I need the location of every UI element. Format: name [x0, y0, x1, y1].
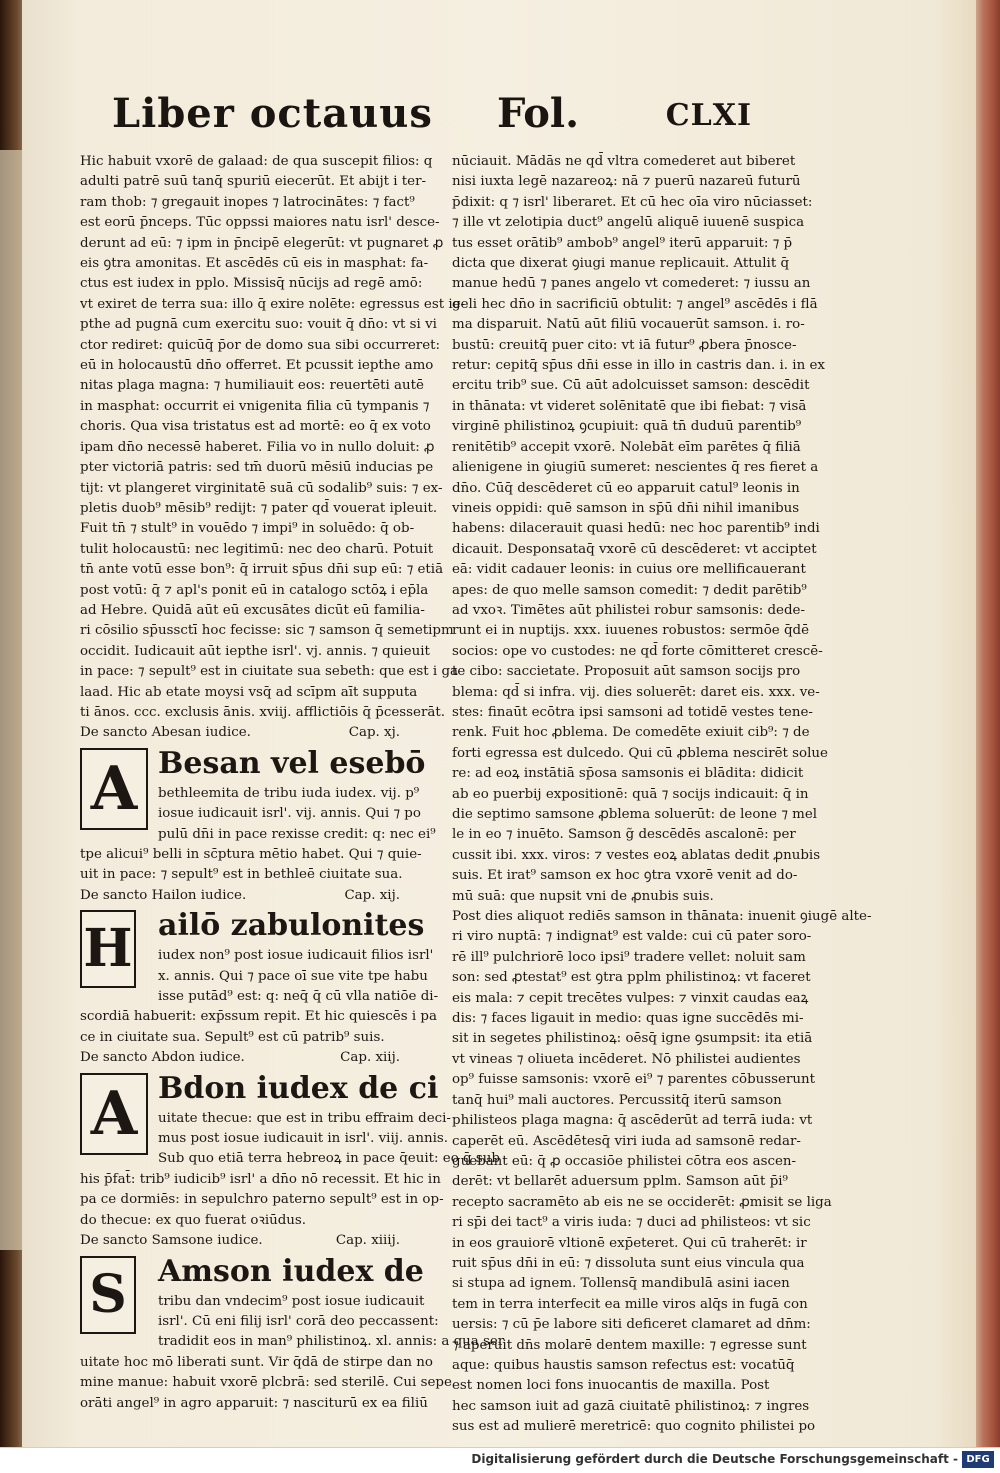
text-line: caperēt eū. Ascēdētesq̄ viri iuda ad samsonē redar- [452, 1133, 801, 1149]
text-line: Sub quo etiā terra hebreoꝝ in pace q̄euit: eo q̄ sub [158, 1151, 500, 1167]
text-line: si stupa ad ignem. Tollensq̄ mandibulā asini iacen [452, 1276, 790, 1292]
text-line: forti egressa est dulcedo. Qui cū ꝓblema nescirēt solue [452, 745, 828, 761]
text-line: ram thob: ⁊ gregauit inopes ⁊ latrocinātes: ⁊ fact⁹ [80, 194, 415, 210]
text-line: ma disparuit. Natū aūt filiū vocauerūt samson. i. ro- [452, 317, 805, 333]
text-line: ri viro nuptā: ⁊ indignat⁹ est valde: cui cū pater soro- [452, 929, 812, 945]
rubric-title: De sancto Abdon iudice. [80, 1050, 245, 1066]
text-line: tijt: vt plangeret virginitatē suā cū sodalib⁹ suis: ⁊ ex- [80, 480, 443, 496]
text-line: pulū dn̄i in pace rexisse credit: q: nec ei⁹ [158, 826, 436, 842]
left-intro-text [80, 152, 466, 723]
section-heading: Besan vel esebō [158, 745, 426, 781]
text-line: mus post iosue iudicauit in isrl'. viij. annis. [158, 1131, 449, 1147]
text-line: in masphat: occurrit ei vnigenita filia cū tympanis ⁊ [80, 398, 430, 414]
text-line: cussit ibi. xxx. viros: ⁊ vestes eoꝝ ablatas dedit ꝓnubis [452, 847, 821, 863]
red-page-edges [976, 0, 1000, 1447]
running-head-title: Liber octauus [112, 90, 433, 137]
text-line: in thānata: vt videret solēnitatē que ibi fiebat: ⁊ visā [452, 398, 807, 414]
text-line: ruit sp̄us dn̄i in eū: ⁊ dissoluta sunt eius vincula qua [452, 1255, 805, 1271]
text-line: op⁹ fuisse samsonis: vxorē ei⁹ ⁊ parentes cōbusserunt [452, 1072, 815, 1088]
text-line: ri sp̄i dei tact⁹ a viris iuda: ⁊ duci ad philisteos: vt sic [452, 1215, 811, 1231]
text-line: adulti patrē suū tanq̄ spuriū eiecerūt. Et abijt i ter- [80, 174, 427, 190]
left-column [80, 152, 505, 1414]
text-line: pletis duob⁹ mēsib⁹ redijt: ⁊ pater qd̄ vouerat ipleuit. [80, 500, 438, 516]
text-line: eis ꝯtra amonitas. Et ascēdēs cū eis in masphat: fa- [80, 256, 429, 272]
text-line: iosue iudicauit isrl'. vij. annis. Qui ⁊ po [158, 806, 421, 822]
text-line: nūciauit. Mādās ne qd̄ vltra comederet aut biberet [452, 154, 796, 169]
text-line: orāti angel⁹ in agro apparuit: ⁊ nasciturū ex ea filiū [80, 1395, 428, 1411]
text-line: Hic habuit vxorē de galaad: de qua suscepit filios: q [80, 154, 433, 169]
funding-credit: Digitalisierung gefördert durch die Deutsche Forschungsgemeinschaft - [471, 1452, 958, 1466]
decorated-initial: A [80, 1073, 148, 1155]
text-line: mine manue: habuit vxorē plcbrā: sed sterilē. Cui sepe [80, 1375, 452, 1391]
text-line: dn̄o. Cūq̄ descēderet cū eo apparuit catul⁹ leonis in [452, 480, 800, 496]
rubric-abdon [80, 1048, 440, 1068]
text-line: scordiā habuerit: exp̄ssum repit. Et hic quiescēs i pa [80, 1009, 437, 1025]
text-line: te cibo: saccietate. Proposuit aūt samson socijs pro [452, 664, 801, 680]
text-line: eā: vidit cadauer leonis: in cuius ore mellificauerant [452, 562, 806, 578]
text-line: bustū: creuitq̄ puer cito: vt iā futur⁹ ꝓbera p̄nosce- [452, 337, 797, 353]
text-line: pter victoriā patris: sed tm̄ duorū mēsiū inducias pe [80, 460, 434, 476]
rubric-abesan [80, 723, 440, 743]
rubric-chapter: Cap. xiiij. [335, 1233, 400, 1249]
text-line: blema: qd̄ si infra. vij. dies soluerēt: daret eis. xxx. ve- [452, 684, 820, 700]
text-line: ad vxoꝛ. Timētes aūt philistei robur samsonis: dede- [452, 602, 805, 618]
text-line: die septimo samsone ꝓblema soluerūt: de leone ⁊ mel [452, 807, 818, 822]
text-line: sit in segetes philistinoꝝ: oēsq̄ igne ꝯsumpsit: ita etiā [452, 1031, 813, 1047]
rubric-chapter: Cap. xj. [348, 725, 400, 741]
section-samson [80, 1252, 505, 1414]
text-line: rē ill⁹ pulchriorē loco ipsi⁹ tradere vellet: noluit sam [452, 949, 806, 965]
book-page [22, 0, 982, 1447]
text-line: in pace: ⁊ sepult⁹ est in ciuitate sua sebeth: que est i ga [80, 664, 459, 680]
text-line: uitate hoc mō liberati sunt. Vir q̄dā de stirpe dan no [80, 1354, 433, 1370]
digitization-footer [0, 1447, 1000, 1473]
decorated-initial: S [80, 1256, 136, 1334]
text-line: Post dies aliquot rediēs samson in thānata: inuenit ꝯiugē alte- [452, 909, 872, 925]
text-line: virginē philistinoꝝ ꝯcupiuit: quā tn̄ duduū parentib⁹ [452, 419, 802, 435]
text-line: vt exiret de terra sua: illo q̄ exire nolēte: egressus est ie- [80, 296, 466, 312]
text-line: nitas plaga magna: ⁊ humiliauit eos: reuertēti autē [80, 378, 424, 394]
text-line: laad. Hic ab etate moysi vsq̄ ad scīpm aīt supputa [80, 684, 418, 700]
text-line: ipam dn̄o necessē haberet. Filia vo in nullo doluit: ꝓ [80, 439, 435, 455]
text-line: ri cōsilio sp̄ussctī hoc fecisse: sic ⁊ samson q̄ semetipm [80, 623, 454, 639]
text-line: tpe alicui⁹ belli in sc̄ptura mētio habet. Qui ⁊ quie- [80, 847, 422, 862]
text-line: vineis oppidi: quē samson in sp̄ū dn̄i nihil imanibus [452, 500, 800, 516]
text-line: vt vineas ⁊ oliueta incēderet. Nō philistei audientes [452, 1051, 801, 1067]
text-line: ⁊ ille vt zelotipia duct⁹ angelū aliquē iuuenē suspica [452, 215, 805, 231]
text-line: retur: cepitq̄ sp̄us dn̄i esse in illo in castris dan. i. in ex [452, 358, 825, 374]
text-line: bethleemita de tribu iuda iudex. vij. p⁹ [158, 785, 420, 801]
text-line: apes: de quo melle samson comedit: ⁊ dedit parētib⁹ [452, 582, 807, 598]
text-line: choris. Qua visa tristatus est ad mortē: eo q̄ ex voto [80, 419, 431, 435]
rubric-chapter: Cap. xiij. [340, 1050, 400, 1066]
text-line: uitate thecue: que est in tribu effraim deci- [158, 1110, 451, 1126]
text-line: re: ad eoꝝ instātiā sp̄osa samsonis ei blādita: didicit [452, 766, 804, 782]
text-line: aque: quibus haustis samson refectus est: vocatūq̄ [452, 1357, 795, 1373]
text-line: le in eo ⁊ inuēto. Samson g̃ descēdēs ascalonē: per [452, 827, 796, 843]
text-line: ercitu trib⁹ sue. Cū aūt adolcuisset samson: descēdit [452, 378, 810, 394]
section-heading: Bdon iudex de ci [158, 1070, 439, 1106]
text-line: habens: dilacerauit quasi hedū: nec hoc parentib⁹ indi [452, 521, 820, 537]
text-line: philisteos plaga magna: q̄ ascēderūt ad terrā iuda: vt [452, 1113, 813, 1129]
text-line: his p̄fat̄: trib⁹ iudicib⁹ isrl' a dn̄o nō recessit. Et hic in [80, 1171, 441, 1187]
text-line: renk. Fuit hoc ꝓblema. De comedēte exiuit cib⁹: ⁊ de [452, 725, 810, 741]
text-line: pa ce dormiēs: in sepulchro paterno sepult⁹ est in op- [80, 1192, 444, 1208]
text-line: dis: ⁊ faces ligauit in medio: quas igne succēdēs mi- [452, 1011, 804, 1027]
text-line: p̄dixit: q ⁊ isrl' liberaret. Et cū hec oīa viro nūciasset: [452, 194, 813, 210]
text-line: iudex non⁹ post iosue iudicauit filios isrl' [158, 948, 434, 964]
rubric-hailon [80, 886, 440, 906]
text-line: runt ei in nuptijs. xxx. iuuenes robustos: sermōe q̄dē [452, 623, 810, 639]
running-head [112, 90, 752, 150]
text-line: geli hec dn̄o in sacrificiū obtulit: ⁊ angel⁹ ascēdēs i flā [452, 296, 818, 312]
text-line: guebant eū: q̄ ꝓ occasiōe philistei cōtra eos ascen- [452, 1153, 797, 1169]
text-line: Fuit tn̄ ⁊ stult⁹ in vouēdo ⁊ impi⁹ in soluēdo: q̄ ob- [80, 521, 415, 537]
running-head-folio-label: Fol. [497, 90, 580, 137]
text-line: tanq̄ hui⁹ mali auctores. Percussitq̄ iterū samson [452, 1092, 782, 1108]
text-line: do thecue: ex quo fuerat oꝛiūdus. [80, 1212, 307, 1228]
text-line: occidit. Iudicauit aūt iepthe isrl'. vj. annis. ⁊ quieuit [80, 643, 430, 659]
text-line: pthe ad pugnā cum exercitu suo: vouit q̄ dn̄o: vt si vi [80, 317, 437, 333]
text-line: stes: finaūt ecōtra ipsi samsoni ad totidē vestes tene- [452, 704, 813, 720]
section-heading: Amson iudex de [158, 1253, 424, 1289]
section-heading: ailō zabulonites [158, 908, 425, 944]
text-line: tulit holocaustū: nec legitimū: nec deo charū. Potuit [80, 541, 434, 557]
text-line: renitētib⁹ accepit vxorē. Nolebāt eīm parētes q̄ filiā [452, 439, 801, 455]
text-line: x. annis. Qui ⁊ pace oī sue vite tpe habu [158, 968, 428, 984]
text-line: isrl'. Cū eni filij isrl' corā deo peccassent: [158, 1313, 439, 1329]
text-line: derunt ad eū: ⁊ ipm in p̄ncipē elegerūt: vt pugnaret ꝓ [80, 235, 444, 251]
text-line: tradidit eos in man⁹ philistinoꝝ. xl. annis: a qua ser [158, 1334, 505, 1350]
text-line: in eos grauiorē vltionē exp̄eteret. Qui cū traherēt: ir [452, 1235, 807, 1251]
text-line: ctus est iudex in pplo. Missisq̄ nūcijs ad regē amō: [80, 276, 423, 292]
text-line: est eorū p̄nceps. Tūc oppssi maiores natu isrl' desce- [80, 215, 440, 231]
text-line: tn̄ ante votū esse bon⁹: q̄ irruit sp̄us dn̄i sup eū: ⁊ etiā [80, 562, 444, 578]
text-line: uersis: ⁊ cū p̄e labore siti deficeret clamaret ad dn̄m: [452, 1317, 811, 1333]
text-line: eis mala: ⁊ cepit trecētes vulpes: ⁊ vinxit caudas eaꝝ [452, 990, 809, 1006]
right-column [452, 152, 872, 1438]
text-line: eū in holocaustū dn̄o offerret. Et pcussit iepthe amo [80, 358, 434, 374]
section-abesan [80, 744, 440, 886]
previous-page-edge [0, 150, 22, 1250]
rubric-chapter: Cap. xij. [344, 887, 400, 903]
text-line: tem in terra interfecit ea mille viros alq̄s in fugā con [452, 1296, 808, 1312]
text-line: son: sed ꝓtestat⁹ est ꝯtra pplm philistinoꝝ: vt faceret [452, 970, 811, 986]
rubric-title: De sancto Abesan iudice. [80, 725, 251, 741]
text-line: alienigene in ꝯiugiū sumeret: nescientes q̄ res fieret a [452, 460, 819, 476]
rubric-title: De sancto Samsone iudice. [80, 1233, 263, 1249]
text-line: hec samson iuit ad gazā ciuitatē philistinoꝝ: ⁊ ingres [452, 1398, 810, 1414]
section-abdon [80, 1069, 500, 1231]
decorated-initial: A [80, 748, 148, 830]
section-hailon [80, 906, 440, 1048]
dfg-logo: DFG [962, 1451, 994, 1468]
text-line: uit in pace: ⁊ sepult⁹ est in bethleē ciuitate sua. [80, 867, 403, 883]
text-line: ad Hebre. Quidā aūt eū excusātes dicūt eū familia- [80, 602, 425, 618]
text-line: dicauit. Desponsataq̄ vxorē cū descēderet: vt acciptet [452, 541, 817, 557]
running-head-folio-number: CLXI [665, 98, 752, 133]
text-line: dicta que dixerat ꝯiugi manue replicauit. Attulit q̄ [452, 256, 790, 272]
text-line: tus esset orātib⁹ ambob⁹ angel⁹ iterū apparuit: ⁊ p̄ [452, 235, 793, 251]
rubric-title: De sancto Hailon iudice. [80, 887, 247, 903]
text-line: suis. Et irat⁹ samson ex hoc ꝯtra vxorē venit ad do- [452, 868, 798, 884]
text-line: derēt: vt bellarēt aduersum pplm. Samson aūt p̄i⁹ [452, 1174, 788, 1190]
text-line: socios: ope vo custodes: ne qd̄ forte cōmitteret crescē- [452, 643, 823, 659]
text-line: recepto sacramēto ab eis ne se occiderēt: ꝓmisit se liga [452, 1194, 832, 1210]
text-line: sus est ad mulierē meretricē: quo cognito philistei po [452, 1419, 816, 1435]
text-line: ctor rediret: quicūq̄ p̄or de domo sua sibi occurreret: [80, 337, 441, 353]
text-line: manue hedū ⁊ panes angelo vt comederet: ⁊ iussu an [452, 276, 811, 292]
text-line: ce in ciuitate sua. Sepult⁹ est cū patrib⁹ suis. [80, 1029, 385, 1045]
text-line: ⁊ aperuit dn̄s molarē dentem maxille: ⁊ egresse sunt [452, 1337, 807, 1353]
text-line: est nomen loci fons inuocantis de maxilla. Post [452, 1378, 770, 1394]
text-line: ab eo puerbij expositionē: quā ⁊ socijs indicauit: q̄ in [452, 786, 809, 802]
text-line: nisi iuxta legē nazareoꝝ: nā ⁊ puerū nazareū futurū [452, 174, 801, 190]
text-line: mū suā: que nupsit vni de ꝓnubis suis. [452, 888, 714, 904]
text-line: isse putād⁹ est: q: neq̄ q̄ cū vlla natiōe di- [158, 989, 439, 1005]
text-line: ti ānos. ccc. exclusis ānis. xviij. afflictiōis q̄ p̄cesserāt. [80, 704, 445, 720]
text-line: post votū: q̄ ⁊ apl's ponit eū in catalogo sctōꝝ i ep̄la [80, 582, 429, 598]
text-line: tribu dan vndecim⁹ post iosue iudicauit [158, 1293, 425, 1309]
decorated-initial: H [80, 910, 136, 988]
rubric-samson [80, 1231, 440, 1251]
